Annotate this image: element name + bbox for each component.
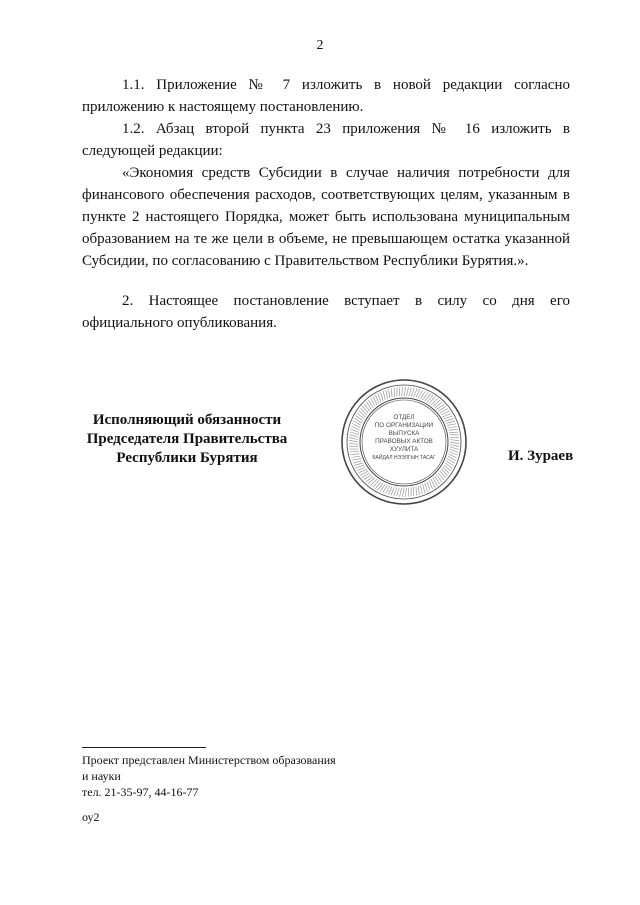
seal-ring-hatch-mark [383,391,385,400]
seal-ring-hatch-mark [357,413,364,419]
seal-ring-hatch-mark [375,482,381,489]
seal-ring-hatch-mark [349,443,358,444]
quoted-paragraph: «Экономия средств Субсидии в случае наличия потребности для финансового обеспечения расходов, соответствующих целям, указанным в пункте 2 настоящего Порядка, может быть использована муниципальным образованием на те же цели в объеме, не превышающем остатка указанной Субсидии, по согласованию с Правительством Республики Бурятия.». [82,165,570,269]
seal-ring-hatch-mark [420,485,422,494]
seal-ring-hatch-mark [440,471,446,478]
signer-title-line-3: Республики Бурятия [116,450,258,466]
seal-ring-hatch-mark [386,390,388,399]
seal-ring-hatch-mark [444,465,451,471]
footnote [82,752,336,800]
seal-ring-hatch-mark [450,444,459,446]
seal-ring-hatch-mark [408,488,409,497]
seal-ring-hatch-mark [431,398,438,404]
seal-ring-hatch-mark [364,404,370,411]
seal-ring-hatch-mark [411,388,414,397]
seal-ring-hatch-mark [356,416,363,422]
seal-ring-hatch-mark [391,388,392,397]
seal-ring-hatch-mark [406,387,408,396]
seal-ring-hatch-mark [350,432,359,435]
seal-ring-hatch-mark [378,483,384,490]
seal-ring-hatch-mark [409,388,412,397]
seal-ring-hatch-mark [438,473,444,480]
seal-ring-hatch-mark [394,487,397,496]
seal-ring-hatch-mark [402,488,404,497]
seal-ring-hatch-mark [443,467,450,473]
seal-ring-hatch-mark [425,483,428,492]
seal-ring-hatch-mark [362,406,368,413]
document-body [82,74,570,334]
seal-ring-hatch-mark [349,440,358,442]
seal-ring-hatch-mark [416,486,417,495]
seal-ring-hatch-mark [402,387,403,396]
seal-ring-hatch-mark [448,429,457,430]
seal-ring-hatch-mark [389,389,390,398]
signer-title-line-2: Председателя Правительства [86,431,288,447]
seal-ring-hatch-mark [425,394,431,401]
seal-ring-hatch-mark [353,461,362,463]
seal-ring-hatch-mark [350,454,359,455]
seal-ring-hatch-mark [418,486,419,495]
document-code: оу2 [82,810,100,824]
seal-ring-hatch-mark [449,449,458,452]
seal-ring-hatch-mark [441,469,447,476]
seal-ring-hatch-mark [354,463,363,466]
footnote-line-2: и науки [82,769,121,783]
seal-ring-hatch-mark [433,400,440,406]
seal-ring-hatch-mark [427,482,430,491]
paragraph-1-1: 1.1. Приложение № 7 изложить в новой редакции согласно приложению к настоящему постановлению. [82,77,570,115]
seal-ring-hatch-mark [427,395,433,402]
seal-ring-hatch-mark [356,465,365,468]
seal-ring-hatch-mark [435,402,442,408]
seal-ring-hatch-mark [373,481,379,488]
seal-ring-hatch-mark [370,479,377,485]
page-number: 2 [316,38,324,53]
seal-ring-hatch-mark [352,458,361,460]
seal-ring-hatch-mark [450,437,459,438]
paragraph-1-2: 1.2. Абзац второй пункта 23 приложения № 16 изложить в следующей редакции: [82,121,570,159]
seal-ring-hatch-mark [349,437,358,439]
seal-text-line-5: ХУУЛИТА [389,446,419,453]
seal-ring-hatch-mark [450,442,459,444]
seal-ring-hatch-mark [359,411,366,417]
seal-ring-hatch-mark [350,435,359,438]
seal-ring-hatch-mark [450,440,459,441]
official-seal-icon [340,378,468,506]
seal-text-line-1: ОТДЕЛ [393,414,415,421]
seal-text-line-2: ПО ОРГАНИЗАЦИИ [374,422,434,429]
seal-ring-hatch-mark [445,463,452,469]
seal-text-line-3: ВЫПУСКА [388,430,420,437]
signer-title [72,411,302,468]
seal-ring-hatch-mark [381,392,384,401]
seal-ring-hatch-mark [445,419,454,422]
seal-ring-hatch-mark [368,478,375,484]
footnote-line-1: Проект представлен Министерством образования [82,753,336,767]
seal-ring-hatch-mark [351,456,360,457]
seal-ring-hatch-mark [397,488,400,497]
seal-ring-hatch-mark [366,476,373,482]
paragraph-2: 2. Настоящее постановление вступает в силу со дня его официального опубликования. [82,293,570,331]
seal-ring-hatch-mark [399,387,400,396]
seal-ring-hatch-mark [404,387,406,396]
seal-ring-hatch-mark [405,488,406,497]
footnote-line-3: тел. 21-35-97, 44-16-77 [82,785,199,799]
seal-ring-hatch-mark [423,484,425,493]
footnote-divider [82,747,206,748]
signer-name: И. Зураев [508,448,574,464]
signer-title-line-1: Исполняющий обязанности [92,412,282,428]
seal-ring-hatch-mark [447,424,456,426]
seal-ring-hatch-mark [399,488,401,497]
seal-ring-hatch-mark [429,397,435,404]
seal-ring-hatch-mark [378,394,381,403]
seal-ring-hatch-mark [349,446,358,447]
seal-text-line-6: БАЙДАЛ НЭЭЛГЫН ТАСАГ [372,455,436,461]
seal-ring-hatch-mark [446,421,455,423]
seal-ring-hatch-mark [448,427,457,428]
seal-ring-hatch-mark [444,416,453,419]
seal-text-line-4: ПРАВОВЫХ АКТОВ [375,438,433,445]
seal-ring-hatch-mark [360,408,366,415]
seal-ring-hatch-mark [450,447,459,450]
